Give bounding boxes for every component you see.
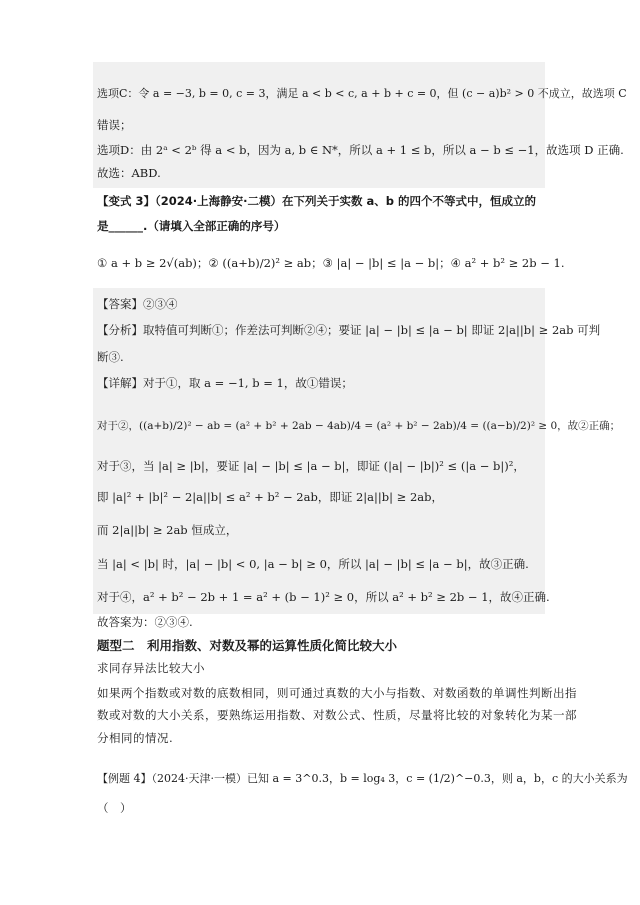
detail-case-1: 【详解】对于①，取 a = −1, b = 1，故①错误； <box>97 376 353 390</box>
variant-3-heading: 【变式 3】（2024·上海静安·二模）在下列关于实数 a、b 的四个不等式中，恒成立的 <box>97 194 536 208</box>
option-c-wrong: 错误； <box>97 118 132 132</box>
detail-case-2: 对于②，((a+b)/2)² − ab = (a² + b² + 2ab − 4ab)/4 = (a² + b² − 2ab)/4 = ((a−b)/2)² ≥ 0，故②正确； <box>97 420 621 432</box>
method-text-1: 如果两个指数或对数的底数相同，则可通过真数的大小与指数、对数函数的单调性判断出指 <box>97 686 577 700</box>
detail-case-3-a: 对于③，当 |a| ≥ |b|，要证 |a| − |b| ≤ |a − b|，即证 (|a| − |b|)² ≤ (|a − b|)²， <box>97 459 525 473</box>
final-answer: 故答案为：②③④. <box>97 615 193 629</box>
detail-case-3-b: 即 |a|² + |b|² − 2|a||b| ≤ a² + b² − 2ab，即证 2|a||b| ≥ 2ab， <box>97 490 443 504</box>
answer-line: 【答案】②③④ <box>97 297 178 311</box>
analysis-line-2: 断③. <box>97 350 124 364</box>
example-4-parens: （ ） <box>97 801 132 815</box>
shaded-block-solution <box>93 62 545 188</box>
variant-3-inequalities: ① a + b ≥ 2√(ab)；② ((a+b)/2)² ≥ ab；③ |a| − |b| ≤ |a − b|；④ a² + b² ≥ 2b − 1. <box>97 256 565 270</box>
choice-conclusion: 故选：ABD. <box>97 166 161 180</box>
detail-case-4: 对于④，a² + b² − 2b + 1 = a² + (b − 1)² ≥ 0，所以 a² + b² ≥ 2b − 1，故④正确. <box>97 590 550 604</box>
option-c-line: 选项C：令 a = −3, b = 0, c = 3，满足 a < b < c, a + b + c = 0，但 (c − a)b² > 0 不成立，故选项 C <box>97 87 627 100</box>
detail-case-3-c: 而 2|a||b| ≥ 2ab 恒成立， <box>97 523 238 537</box>
method-text-2: 数或对数的大小关系，要熟练运用指数、对数公式、性质，尽量将比较的对象转化为某一部 <box>97 708 577 722</box>
section-title: 题型二 利用指数、对数及幂的运算性质化简比较大小 <box>97 638 398 653</box>
detail-case-3-d: 当 |a| < |b| 时，|a| − |b| < 0, |a − b| ≥ 0，所以 |a| − |b| ≤ |a − b|，故③正确. <box>97 557 529 571</box>
method-subtitle: 求同存异法比较大小 <box>97 661 205 675</box>
option-d-line: 选项D：由 2ᵃ < 2ᵇ 得 a < b，因为 a, b ∈ N*，所以 a + 1 ≤ b，所以 a − b ≤ −1，故选项 D 正确. <box>97 143 624 157</box>
variant-3-blank: 是______.（请填入全部正确的序号） <box>97 219 286 233</box>
analysis-line-1: 【分析】取特值可判断①；作差法可判断②④；要证 |a| − |b| ≤ |a − b| 即证 2|a||b| ≥ 2ab 可判 <box>97 323 601 337</box>
example-4-line: 【例题 4】（2024·天津·一模）已知 a = 3^0.3，b = log₄ 3，c = (1/2)^−0.3，则 a，b，c 的大小关系为 <box>97 772 628 785</box>
method-text-3: 分相同的情况. <box>97 731 174 745</box>
